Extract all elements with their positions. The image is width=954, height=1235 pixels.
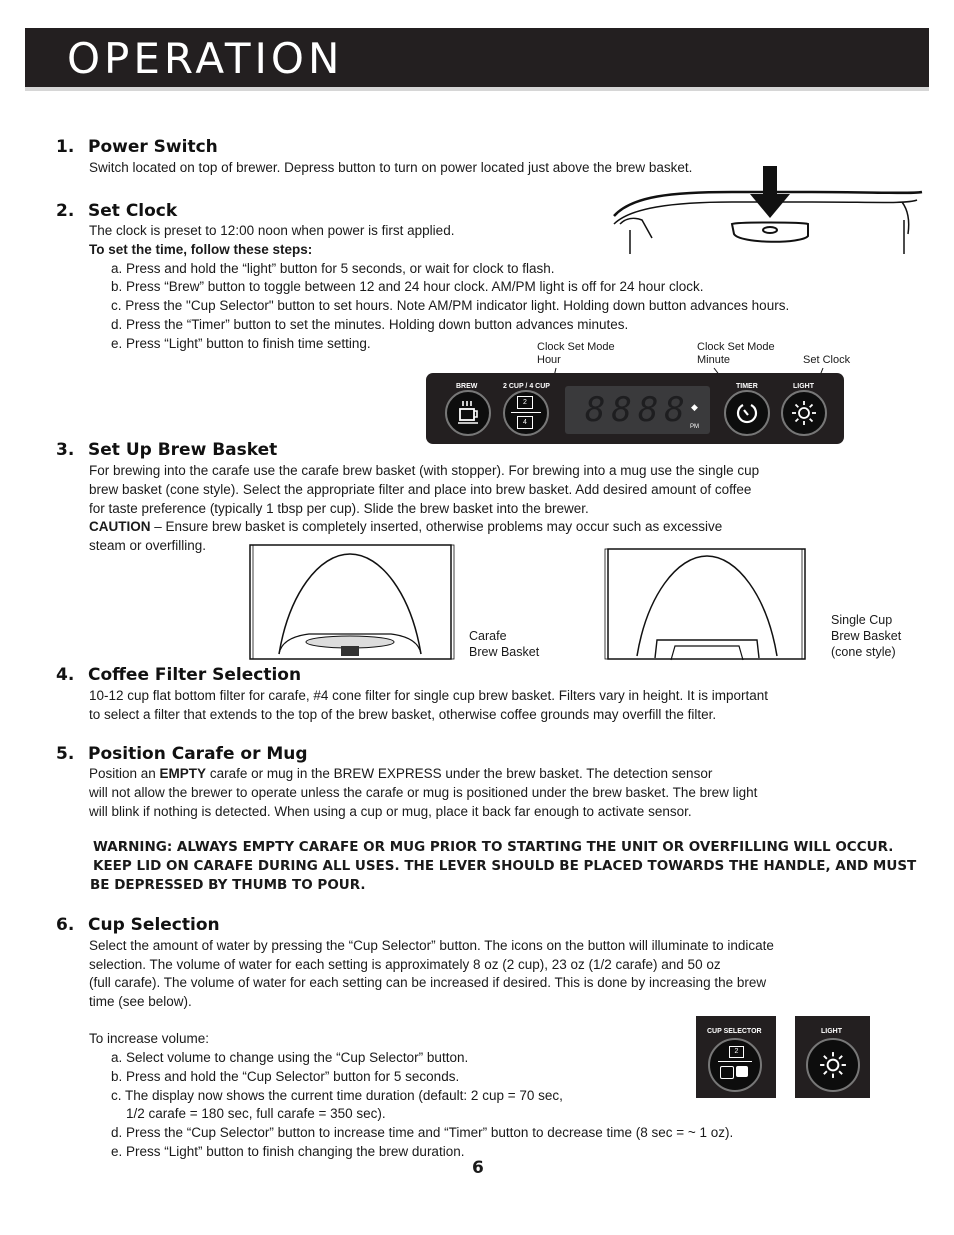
single-cup-basket-illustration [607,548,807,662]
warning-text: BE DEPRESSED BY THUMB TO POUR. [90,877,366,893]
page-title: OPERATION [67,34,344,83]
light-label: LIGHT [793,383,814,390]
list-item: b. Press “Brew” button to toggle between 12 and 24 hour clock. AM/PM light is off for 24 hour clock. [111,279,704,294]
light-illustration [795,1016,870,1098]
section-6-increase-heading: To increase volume: [89,1031,210,1046]
list-item: d. Press the “Timer” button to set the minutes. Holding down button advances minutes. [111,317,629,332]
brewer-top-illustration [612,164,924,256]
list-item: c. The display now shows the current time duration (default: 2 cup = 70 sec, [111,1088,563,1103]
timer-label: TIMER [736,383,758,390]
carafe-basket-label: Carafe Brew Basket [469,629,540,659]
section-3-text: For brewing into the carafe use the carafe brew basket (with stopper). For brewing into a mug use the single cup [89,463,760,478]
cup-label: 2 CUP / 4 CUP [503,383,550,390]
light-icon [791,400,817,426]
callout-minute: Clock Set Mode Minute [697,341,775,366]
section-1-heading: 1. Power Switch [56,137,218,157]
section-2-heading: 2. Set Clock [56,201,178,221]
carafe-basket-illustration [249,544,452,664]
brew-button[interactable] [445,390,491,436]
callout-hour: Clock Set Mode Hour [537,341,615,366]
page-number: 6 [472,1158,484,1178]
header-rule [25,87,929,91]
cup-selector-small-button [708,1038,762,1092]
single-cup-basket-label: Single Cup Brew Basket (cone style) [831,613,902,659]
section-3-heading: 3. Set Up Brew Basket [56,440,278,460]
section-3-caution: CAUTION – Ensure brew basket is completely inserted, otherwise problems may occur such as excessive [89,519,723,534]
mug-icon [456,400,482,426]
list-item: 1/2 carafe = 180 sec, full carafe = 350 sec). [126,1106,386,1121]
timer-button[interactable] [724,390,770,436]
list-item: b. Press and hold the “Cup Selector” button for 5 seconds. [111,1069,460,1084]
section-6-text: Select the amount of water by pressing the “Cup Selector” button. The icons on the button will illuminate to indicate [89,938,774,953]
callout-set-clock: Set Clock [803,354,851,366]
light-icon [819,1051,847,1079]
list-item: e. Press “Light” button to finish changing the brew duration. [111,1144,465,1159]
section-4-text: 10-12 cup flat bottom filter for carafe, #4 cone filter for single cup brew basket. Filters vary in height. It is important [89,688,769,703]
section-1-text: Switch located on top of brewer. Depress button to turn on power located just above the brew basket. [89,160,693,175]
section-6-text: selection. The volume of water for each setting is approximately 8 oz (2 cup), 23 oz (1/2 carafe) and 50 oz [89,957,721,972]
divider [511,412,541,413]
carafe-full-icon [736,1066,748,1077]
cup-icon: 4 [517,416,533,429]
warning-text: KEEP LID ON CARAFE DURING ALL USES. THE LEVER SHOULD BE PLACED TOWARDS THE HANDLE, AND MUST [93,858,917,874]
list-item: e. Press “Light” button to finish time setting. [111,336,371,351]
cup-selector-label: CUP SELECTOR [707,1028,762,1035]
section-3-caution: steam or overfilling. [89,538,207,553]
cup-icon: 2 [729,1046,744,1058]
pm-label: PM [690,424,699,430]
cup-selector-button[interactable] [503,390,549,436]
warning-text: WARNING: ALWAYS EMPTY CARAFE OR MUG PRIOR TO STARTING THE UNIT OR OVERFILLING WILL OCCUR. [93,839,894,855]
divider [718,1061,752,1062]
list-item: a. Press and hold the “light” button for 5 seconds, or wait for clock to flash. [111,261,555,276]
list-item: c. Press the "Cup Selector" button to set hours. Note AM/PM indicator light. Holding down button advances hours. [111,298,790,313]
header-banner [25,28,929,87]
section-4-text: to select a filter that extends to the top of the brew basket, otherwise coffee grounds may overfill the filter. [89,707,717,722]
section-3-text: for taste preference (typically 1 tbsp per cup). Slide the brew basket into the brewer. [89,501,589,516]
section-6-heading: 6. Cup Selection [56,915,220,935]
brew-label: BREW [456,383,478,390]
cup-icon: 2 [517,396,533,409]
section-6-text: time (see below). [89,994,192,1009]
section-6-text: (full carafe). The volume of water for each setting can be increased if desired. This is done by increasing the brew [89,975,767,990]
carafe-half-icon [720,1066,734,1079]
ampm-indicator-icon: ◆ [691,402,698,412]
list-item: d. Press the “Cup Selector” button to increase time and “Timer” button to decrease time (8 sec = ~ 1 oz). [111,1125,734,1140]
section-5-text: will not allow the brewer to operate unless the carafe or mug is positioned under the brew basket. The brew light [89,785,758,800]
light-small-button [806,1038,860,1092]
cup-selector-illustration [696,1016,776,1098]
section-2-steps-heading: To set the time, follow these steps: [89,242,313,257]
light-small-label: LIGHT [821,1028,842,1035]
section-5-text: will blink if nothing is detected. When using a cup or mug, place it back far enough to activate sensor. [89,804,692,819]
clock-digits: 8888 [585,390,691,430]
light-button[interactable] [781,390,827,436]
section-5-text: Position an EMPTY carafe or mug in the BREW EXPRESS under the brew basket. The detection sensor [89,766,713,781]
timer-icon [735,401,759,425]
section-3-text: brew basket (cone style). Select the appropriate filter and place into brew basket. Add desired amount of coffee [89,482,752,497]
list-item: a. Select volume to change using the “Cup Selector” button. [111,1050,469,1065]
clock-display [565,386,710,434]
section-5-heading: 5. Position Carafe or Mug [56,744,308,764]
section-2-intro: The clock is preset to 12:00 noon when power is first applied. [89,223,455,238]
section-4-heading: 4. Coffee Filter Selection [56,665,302,685]
